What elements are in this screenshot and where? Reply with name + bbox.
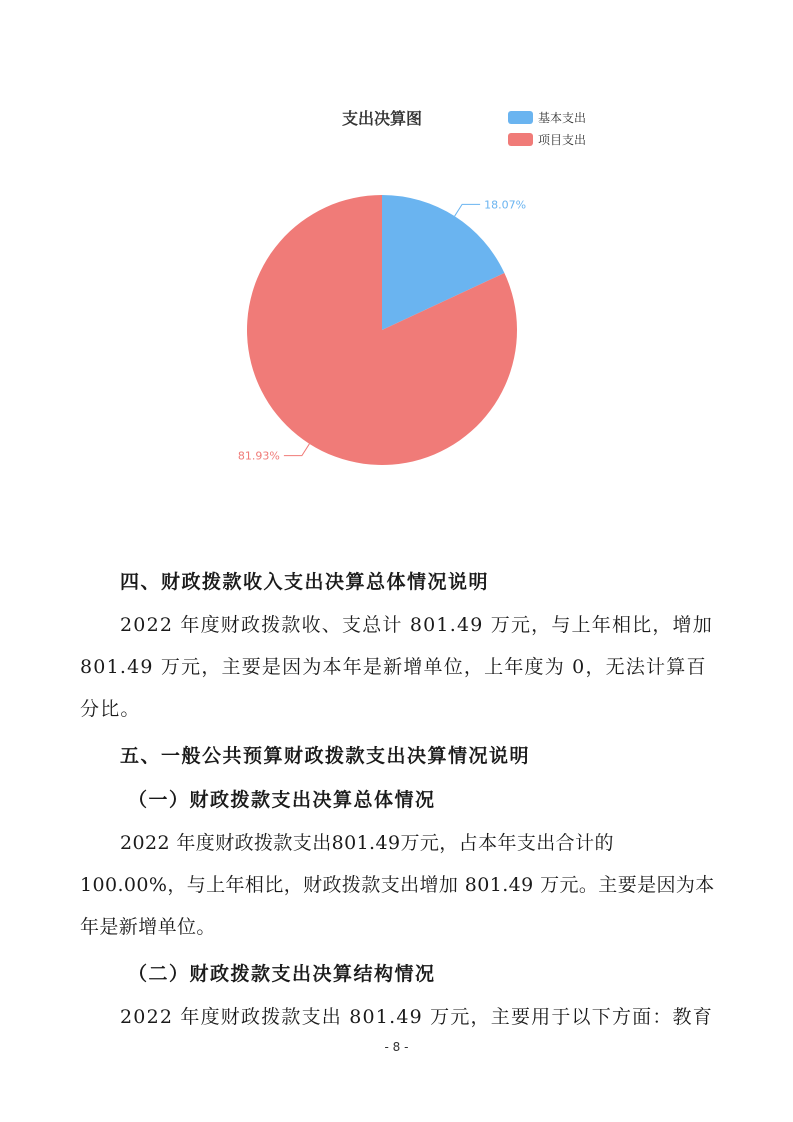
section-5-heading: 五、一般公共预算财政拨款支出决算情况说明 (120, 745, 531, 767)
pie-leader-line-project (284, 444, 310, 456)
section-4-heading: 四、财政拨款收入支出决算总体情况说明 (120, 571, 490, 593)
legend-swatch-project (508, 133, 533, 146)
section-4-paragraph: 2022 年度财政拨款收、支总计 801.49 万元，与上年相比，增加 801.49 万元，主要是因为本年是新增单位，上年度为 0，无法计算百分比。 (80, 614, 713, 720)
legend-label-project: 项目支出 (538, 133, 587, 147)
page-number: - 8 - (384, 1040, 409, 1054)
section-5-1-heading: （一）财政拨款支出决算总体情况 (128, 789, 436, 811)
pie-leader-line-basic (455, 204, 481, 216)
chart-title: 支出决算图 (341, 109, 423, 128)
legend-label-basic: 基本支出 (538, 111, 587, 125)
section-5-2-heading: （二）财政拨款支出决算结构情况 (128, 963, 436, 985)
section-5-2-paragraph: 2022 年度财政拨款支出 801.49 万元，主要用于以下方面：教育 (120, 1006, 713, 1028)
pie-label-basic: 18.07% (484, 198, 527, 212)
pie-label-project: 81.93% (237, 449, 280, 463)
report-body (80, 560, 716, 1042)
expenditure-pie-chart (0, 0, 793, 520)
section-5-1-paragraph: 2022 年度财政拨款支出801.49万元，占本年支出合计的100.00%，与上年相比，财政拨款支出增加 801.49 万元。主要是因为本年是新增单位。 (80, 832, 715, 938)
chart-legend (508, 110, 586, 147)
legend-swatch-basic (508, 111, 533, 124)
pie-slices (247, 195, 517, 465)
